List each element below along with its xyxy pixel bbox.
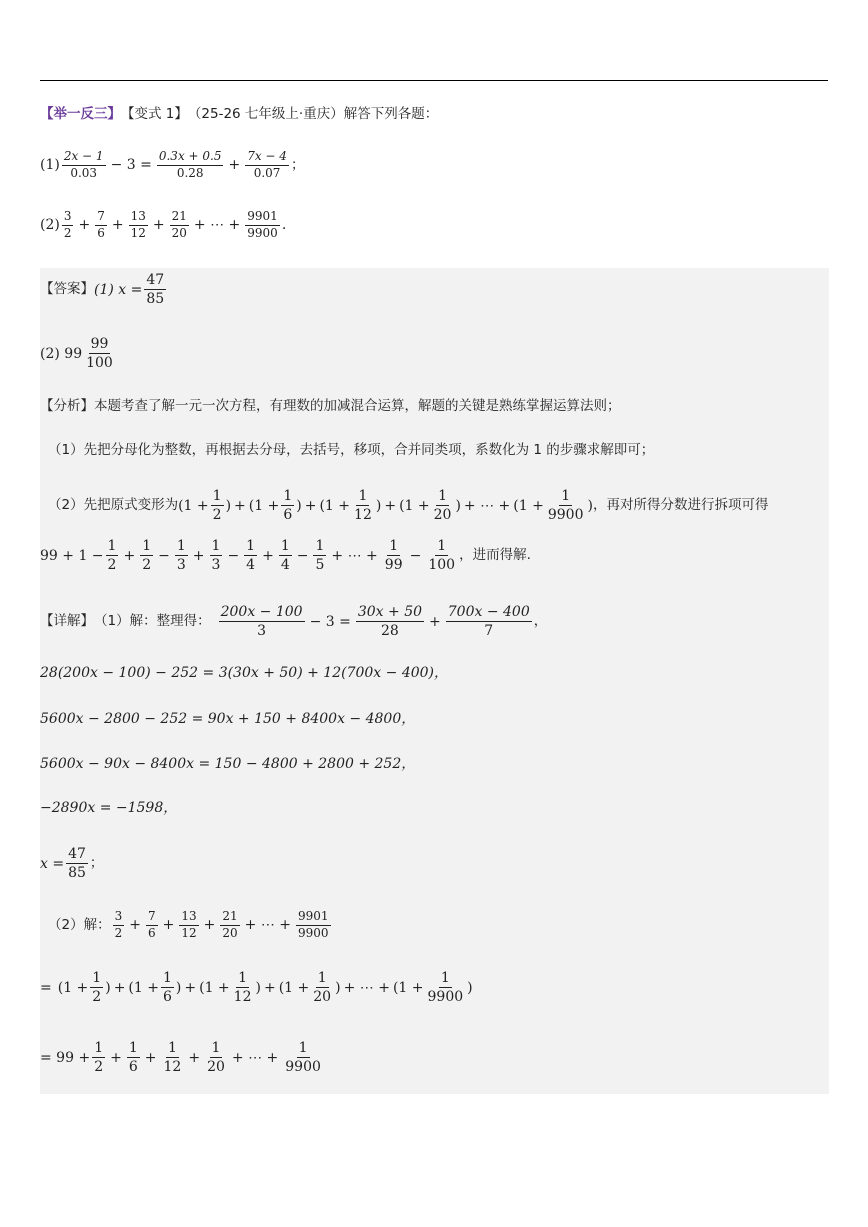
math-text: (1 + [248, 497, 280, 514]
math-text: 9900 [298, 925, 329, 940]
operator: + [78, 217, 91, 234]
fraction [127, 1040, 140, 1075]
math-text: 1 [313, 538, 326, 556]
math-text: 1 [436, 488, 449, 506]
math-text: 2 [63, 225, 72, 240]
question-header [40, 108, 438, 122]
math-text: 3 [211, 557, 221, 574]
math-text: 12 [181, 925, 197, 940]
problem-2-label: (2) [40, 217, 60, 234]
math-text: (1 + [128, 979, 159, 996]
fraction [179, 910, 198, 941]
math-text: + [110, 1049, 122, 1066]
fraction [432, 488, 454, 523]
fraction [220, 910, 239, 941]
math-text: 1 [281, 488, 294, 506]
analysis-step-1 [48, 444, 654, 458]
answer-2 [40, 336, 117, 371]
fraction [144, 272, 166, 307]
fraction [356, 604, 424, 639]
math-text: 6 [97, 225, 105, 240]
fraction [129, 210, 148, 241]
fraction [162, 1040, 184, 1075]
math-text: 1 [356, 488, 369, 506]
fraction [106, 538, 119, 573]
math-text: 28(200x − 100) − 252 = 3(30x + 50) + 12(700x − 400)， [40, 665, 449, 681]
fraction [232, 970, 254, 1005]
math-text: 2 [212, 507, 222, 524]
detail-eq-6 [40, 846, 103, 881]
math-text: ) [296, 497, 302, 514]
detail-part-2 [48, 910, 333, 941]
detail-eq-4 [40, 757, 415, 771]
math-text: 12 [354, 507, 372, 524]
math-text: 1 [161, 970, 174, 988]
fraction [313, 538, 326, 573]
math-text: 9901 [245, 210, 280, 226]
math-text: 1 [166, 1040, 179, 1058]
math-text: 9900 [547, 507, 584, 524]
math-text: 12 [233, 989, 252, 1006]
math-text: 6 [283, 507, 293, 524]
fraction [210, 538, 223, 573]
math-text: 20 [433, 507, 452, 524]
math-text: 3 [113, 910, 125, 926]
math-text: 47 [144, 272, 166, 290]
fraction [352, 488, 374, 523]
math-text: 7 [95, 210, 107, 226]
fraction [140, 538, 153, 573]
detail-part-2-prefix: （2）解： [48, 916, 111, 933]
math-text: = [40, 979, 52, 996]
math-text: (1 + [199, 979, 230, 996]
math-text: 20 [171, 225, 187, 240]
math-text: 5 [315, 557, 325, 574]
analysis-step-2-continued [40, 538, 531, 573]
math-text: 1 [439, 970, 452, 988]
math-text: 1 [244, 538, 257, 556]
math-text: 2 [94, 1059, 104, 1076]
math-text: 5600x − 2800 − 252 = 90x + 150 + 8400x − 4800， [40, 711, 416, 727]
math-text: 1 [127, 1040, 140, 1058]
math-text: 1 [236, 970, 249, 988]
math-text: 21 [220, 910, 239, 926]
math-text: ) [105, 979, 111, 996]
math-text: 5600x − 90x − 8400x = 150 − 4800 + 2800 + 252， [40, 756, 416, 772]
answer-2-prefix: (2) 99 [40, 345, 83, 362]
math-text: ) [255, 979, 261, 996]
math-text: 0.3x + 0.5 [157, 150, 224, 166]
variant-label: 【变式 1】 [121, 106, 188, 122]
fraction [157, 150, 224, 181]
math-text: 20 [313, 989, 332, 1006]
operator: + [228, 157, 241, 174]
math-text: + ⋯ + [343, 979, 390, 996]
math-text: 100 [86, 355, 113, 372]
answer-label: 【答案】 [40, 280, 94, 297]
punctuation: ； [290, 156, 305, 173]
math-text: 21 [170, 210, 189, 226]
math-text: 1 [92, 1040, 105, 1058]
math-text: 0.28 [176, 165, 204, 180]
math-text: + [188, 1049, 201, 1066]
answer-1 [40, 272, 168, 307]
math-text: 1 [210, 538, 223, 556]
math-text: 13 [129, 210, 148, 226]
math-text: + [144, 1049, 157, 1066]
operator: + [152, 217, 165, 234]
math-text: 20 [207, 1059, 225, 1076]
math-text: x = [40, 855, 65, 872]
math-text: ) [467, 979, 473, 996]
analysis-step-2-prefix: （2）先把原式变形为 [48, 496, 179, 513]
detail-eq-5 [40, 801, 177, 815]
math-text: + ⋯ + [231, 1049, 279, 1066]
fraction [383, 538, 405, 573]
math-text: 3 [62, 210, 74, 226]
math-text: 2 [92, 989, 102, 1006]
math-text: + [113, 979, 126, 996]
math-text: 9900 [427, 989, 464, 1006]
detail-eq-2 [40, 666, 448, 680]
math-text: = 99 + [40, 1049, 91, 1066]
math-text: + [129, 917, 141, 934]
math-text: ) [455, 497, 461, 514]
math-text: 7x − 4 [245, 150, 289, 166]
analysis-step-2b-suffix: ，进而得解. [459, 546, 531, 563]
math-text: 1 [387, 538, 400, 556]
math-text: 1 [316, 970, 329, 988]
math-text: 12 [163, 1059, 182, 1076]
math-text: 85 [68, 865, 86, 882]
math-text: − [158, 547, 170, 564]
fraction [113, 910, 125, 941]
math-text: ) [587, 497, 593, 514]
math-text: 1 [279, 538, 292, 556]
math-text: 1 [211, 488, 224, 506]
fraction [446, 604, 532, 639]
math-text: + ⋯ + [244, 917, 292, 934]
fraction [161, 970, 174, 1005]
fraction [245, 210, 280, 241]
math-text: − [296, 547, 309, 564]
math-text: + [192, 547, 205, 564]
fraction [146, 910, 158, 941]
fraction [95, 210, 107, 241]
fraction [546, 488, 586, 523]
fraction [245, 150, 289, 181]
math-text: 1 [106, 538, 119, 556]
math-text: 99 + 1 − [40, 547, 104, 564]
detail-eq-8 [40, 1040, 325, 1075]
math-text: ) [335, 979, 341, 996]
fraction [219, 604, 305, 639]
math-text: 7 [146, 910, 158, 926]
math-text: 9900 [247, 225, 278, 240]
problem-2 [40, 210, 286, 241]
math-text: 0.03 [70, 165, 98, 180]
math-text: 99 [89, 336, 111, 354]
math-text: + ⋯ + [331, 547, 378, 564]
detail-part-1 [40, 604, 547, 639]
math-text: 30x + 50 [356, 604, 424, 622]
math-text: (1 + [392, 979, 424, 996]
math-text: + [263, 979, 276, 996]
math-text: + [234, 497, 246, 514]
math-text: 85 [146, 291, 165, 308]
fraction [296, 910, 331, 941]
fraction [244, 538, 257, 573]
math-text: 200x − 100 [219, 604, 305, 622]
detail-eq-3 [40, 712, 415, 726]
math-text: 12 [130, 225, 146, 240]
math-text: 2 [114, 925, 123, 940]
fraction [279, 538, 292, 573]
fraction [283, 1040, 323, 1075]
math-text: 6 [128, 1059, 138, 1076]
problem-1 [40, 150, 304, 181]
fraction [66, 846, 88, 881]
operator: + [111, 217, 124, 234]
math-text: 7 [484, 623, 494, 640]
math-text: 3 [176, 557, 186, 574]
math-text: + [262, 547, 274, 564]
source-label: （25-26 七年级上·重庆）解答下列各题： [187, 106, 439, 122]
math-text: + [123, 547, 136, 564]
math-text: + [184, 979, 197, 996]
math-text: ) [175, 979, 182, 996]
math-text: (1 + [178, 497, 209, 514]
fraction [281, 488, 294, 523]
fraction [84, 336, 115, 371]
math-text: ； [89, 854, 104, 871]
math-text: 28 [381, 623, 399, 640]
math-text: − [227, 547, 240, 564]
math-text: (1 + [399, 497, 430, 514]
math-text: − 3 = [309, 613, 351, 630]
math-text: 700x − 400 [446, 604, 532, 622]
analysis-text: 本题考查了解一元一次方程，有理数的加减混合运算，解题的关键是熟练掌握运算法则； [94, 398, 621, 414]
math-text: (1 + [57, 979, 89, 996]
punctuation: . [281, 217, 287, 234]
fraction [62, 150, 106, 181]
fraction [426, 538, 457, 573]
math-text: 1 [140, 538, 153, 556]
fraction [311, 970, 333, 1005]
tag-label: 【举一反三】 [40, 106, 121, 122]
operator: + ⋯ + [193, 217, 241, 234]
math-text: 1 [297, 1040, 310, 1058]
math-text: 20 [222, 925, 238, 940]
math-text: ) [375, 497, 382, 514]
math-text: ， [533, 612, 548, 629]
math-text: 1 [90, 970, 103, 988]
math-text: 0.07 [253, 165, 281, 180]
math-text: 1 [559, 488, 572, 506]
math-text: 1 [175, 538, 188, 556]
math-text: + [429, 613, 441, 630]
detail-label: 【详解】 [40, 612, 94, 629]
math-text: 13 [179, 910, 198, 926]
analysis-step-2 [48, 488, 768, 523]
math-text: + ⋯ + [463, 497, 511, 514]
fraction [62, 210, 74, 241]
fraction [205, 1040, 227, 1075]
analysis-step-2-suffix: ，再对所得分数进行拆项可得 [592, 496, 769, 513]
math-text: 6 [162, 989, 172, 1006]
operator: − 3 = [110, 157, 152, 174]
answer-1-prefix: (1) x = [94, 281, 143, 298]
fraction [90, 970, 103, 1005]
fraction [211, 488, 224, 523]
math-text: 6 [147, 925, 156, 940]
fraction [92, 1040, 105, 1075]
analysis-label: 【分析】 [40, 398, 94, 414]
math-text: 2 [142, 557, 152, 574]
fraction [175, 538, 188, 573]
math-text: + [203, 917, 216, 934]
math-text: (1 + [513, 497, 544, 514]
math-text: + [384, 497, 397, 514]
math-text: 4 [280, 557, 290, 574]
math-text: −2890x = −1598， [40, 800, 178, 816]
fraction [170, 210, 189, 241]
analysis-step-1-text: （1）先把分母化为整数，再根据去分母，去括号，移项，合并同类项，系数化为 1 的步骤求解即可； [48, 442, 655, 458]
math-text: 4 [246, 557, 256, 574]
detail-part-1-prefix: （1）解：整理得： [94, 612, 211, 629]
fraction [426, 970, 466, 1005]
math-text: 1 [210, 1040, 223, 1058]
math-text: + [304, 497, 317, 514]
math-text: (1 + [278, 979, 310, 996]
analysis [40, 400, 621, 414]
top-rule [40, 80, 828, 81]
problem-1-label: (1) [40, 157, 60, 174]
math-text: + [162, 917, 175, 934]
math-text: (1 + [319, 497, 351, 514]
math-text: 1 [435, 538, 448, 556]
detail-eq-7 [40, 970, 473, 1005]
math-text: 100 [428, 557, 456, 574]
math-text: 3 [257, 623, 267, 640]
math-text: 2x − 1 [62, 150, 106, 166]
math-text: 9900 [285, 1059, 321, 1076]
math-text: ) [225, 497, 232, 514]
math-text: 9901 [296, 910, 331, 926]
math-text: 47 [66, 846, 88, 864]
math-text: 2 [107, 557, 117, 574]
math-text: − [409, 547, 422, 564]
math-text: 99 [384, 557, 403, 574]
